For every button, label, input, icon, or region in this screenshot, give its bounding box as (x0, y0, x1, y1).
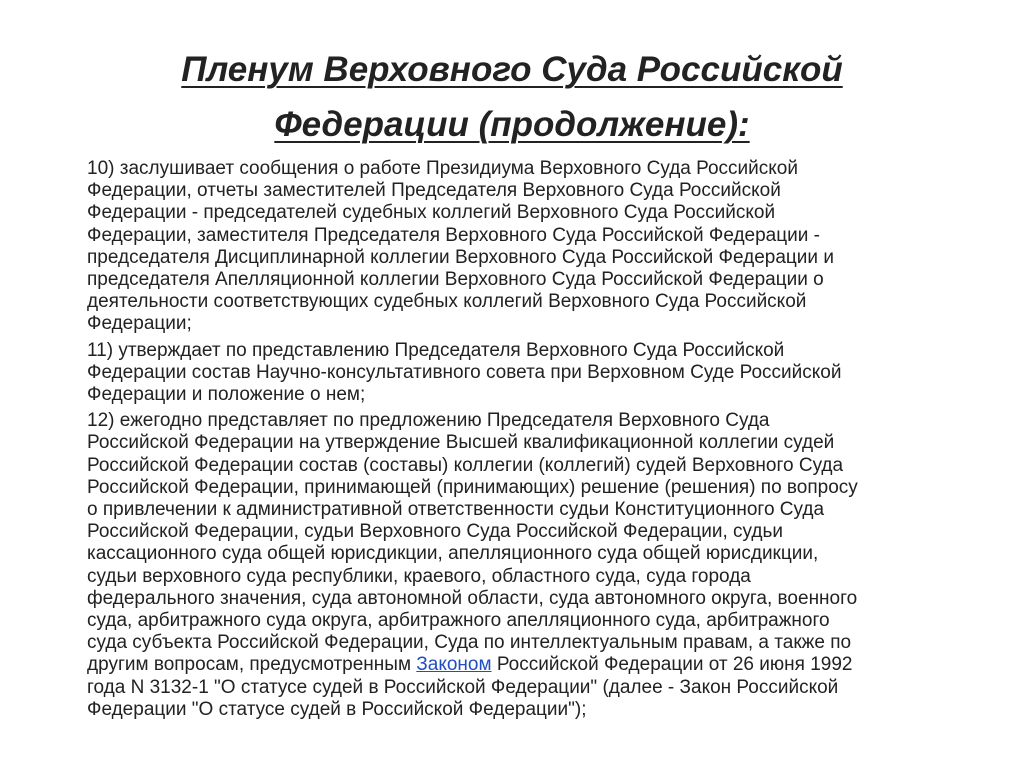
list-item-11: 11) утверждает по представлению Председателя Верховного Суда Российской Федерации состав Научно-консультативного совета при Верховном Суде Российской Федерации и положение о нем; (87, 339, 842, 406)
slide-title-line-1: Пленум Верховного Суда Российской (181, 50, 843, 89)
list-item-12-text-before: 12) ежегодно представляет по предложению Председателя Верховного Суда Российской Федерации на утверждение Высшей квалификационной коллегии судей Российской Федерации состав (составы) коллегии (коллегий) судей Верховного Суда Российской Федерации, принимающей (принимающих) решение (решения) по вопросу о привлечении к административной ответственности судьи Конституционного Суда Российской Федерации, судьи Верховного Суда Российской Федерации, судьи кассационного суда общей юрисдикции, апелляционного суда общей юрисдикции, судьи верховного суда республики, краевого, областного суда, суда города федерального значения, суда автономной области, суда автономного округа, военного суда, арбитражного суда округа, арбитражного апелляционного суда, арбитражного суда субъекта Российской Федерации, Суда по интеллектуальным правам, а также по другим вопросам, предусмотренным (87, 410, 858, 676)
law-link[interactable]: Законом (416, 654, 492, 676)
slide-body (87, 158, 957, 725)
list-item-12 (87, 410, 957, 721)
slide-title-line-2: Федерации (продолжение): (274, 105, 750, 144)
slide-title (60, 42, 964, 152)
list-item-12-text-after: Российской Федерации от 26 июня 1992 года N 3132-1 "О статусе судей в Российской Федерации" (далее - Закон Российской Федерации "О статусе судей в Российской Федерации"); (87, 654, 853, 720)
list-item-10: 10) заслушивает сообщения о работе Президиума Верховного Суда Российской Федерации, отчеты заместителей Председателя Верховного Суда Российской Федерации - председателей судебных коллегий Верховного Суда Российской Федерации, заместителя Председателя Верховного Суда Российской Федерации - председателя Дисциплинарной коллегии Верховного Суда Российской Федерации и председателя Апелляционной коллегии Верховного Суда Российской Федерации о деятельности соответствующих судебных коллегий Верховного Суда Российской Федерации; (87, 158, 834, 335)
